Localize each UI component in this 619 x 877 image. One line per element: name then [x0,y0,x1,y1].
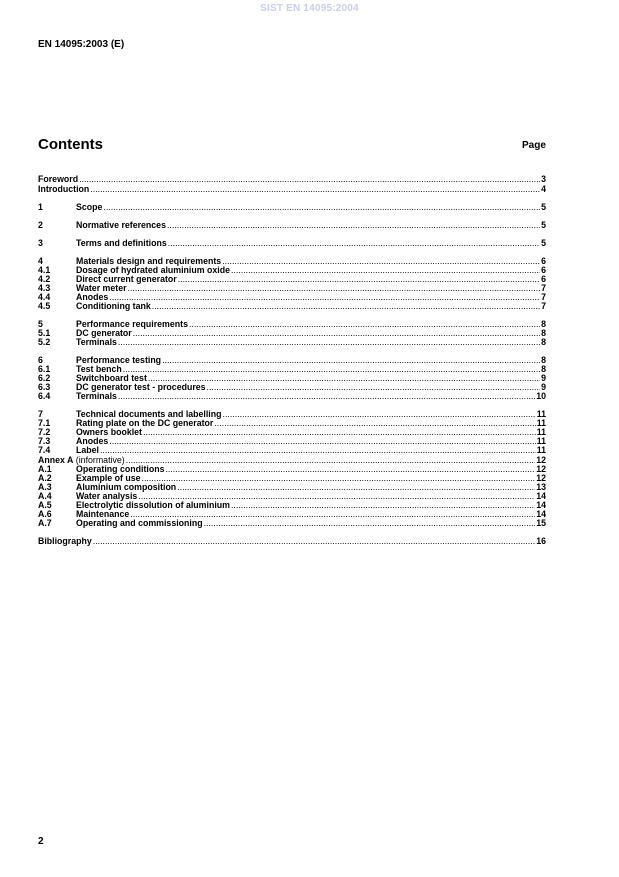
toc-entry-title: Conditioning tank [76,302,151,311]
toc-entry-page: 11 [536,419,546,428]
toc-entry-title-wrap [76,203,102,212]
toc-entry-title-wrap [76,329,132,338]
watermark: SIST EN 14095:2004 [260,3,359,14]
toc-dot-leader [123,365,540,374]
toc-entry-page: 12 [536,456,546,465]
toc-dot-leader [165,465,535,474]
toc-dot-leader [178,275,540,284]
toc-entry-number: 7.1 [38,419,51,428]
toc-entry[interactable] [38,293,546,302]
toc-entry-title-wrap [76,410,222,419]
toc-entry-number: 1 [38,203,43,212]
toc-dot-leader [128,284,541,293]
toc-entry-page: 10 [536,392,546,401]
toc-entry-title-wrap [76,257,221,266]
toc-dot-leader [214,419,535,428]
toc-entry-page: 12 [536,474,546,483]
toc-entry-title-wrap [38,185,89,194]
toc-entry-title: Annex A [38,456,74,465]
toc-entry-page: 14 [536,510,546,519]
toc-entry-title: Anodes [76,437,109,446]
toc-entry-title: Terminals [76,392,117,401]
toc-entry-title-wrap [76,338,117,347]
toc-entry[interactable] [38,365,546,374]
toc-entry-title: Performance testing [76,356,162,365]
toc-entry[interactable] [38,257,546,266]
toc-entry-title: Terms and definitions [76,239,167,248]
toc-dot-leader [103,203,540,212]
toc-entry-title-wrap [76,428,142,437]
toc-entry-title-wrap [76,275,177,284]
toc-dot-leader [109,293,540,302]
toc-dot-leader [130,510,535,519]
toc-entry-title: DC generator [76,329,132,338]
toc-dot-leader [143,428,536,437]
toc-entry-title: Operating conditions [76,465,165,474]
toc-entry-page: 9 [541,383,546,392]
toc-entry-page: 3 [541,175,546,184]
toc-entry-page: 6 [541,257,546,266]
toc-entry-number: 5.2 [38,338,51,347]
toc-entry[interactable] [38,329,546,338]
toc-dot-leader [133,329,540,338]
page-column-label: Page [522,140,546,151]
toc-entry[interactable] [38,185,546,194]
toc-dot-leader [168,239,540,248]
toc-entry-page: 13 [536,483,546,492]
toc-entry-number: 7 [38,410,43,419]
toc-entry-number: 5.1 [38,329,51,338]
toc-entry-page: 8 [541,320,546,329]
toc-entry-number: 7.2 [38,428,51,437]
toc-entry-title-wrap [76,446,99,455]
toc-entry-title: Water meter [76,284,127,293]
toc-entry-title-wrap [76,383,206,392]
document-id: EN 14095:2003 (E) [38,39,125,50]
toc-dot-leader [138,492,535,501]
toc-entry-title: Switchboard test [76,374,147,383]
toc-dot-leader [231,266,540,275]
toc-entry[interactable] [38,275,546,284]
toc-dot-leader [177,483,535,492]
toc-entry-number: 6 [38,356,43,365]
toc-entry-title-wrap [76,293,108,302]
toc-entry-number: 4.1 [38,266,51,275]
toc-entry-number: A.5 [38,501,52,510]
toc-dot-leader [93,537,535,546]
toc-entry-number: A.7 [38,519,52,528]
page-number: 2 [38,836,44,847]
toc-entry-page: 6 [541,275,546,284]
toc-entry-title-wrap [76,320,188,329]
toc-entry-number: 4.5 [38,302,51,311]
toc-entry[interactable] [38,519,546,528]
toc-entry-number: 2 [38,221,43,230]
toc-entry-title-wrap [76,474,141,483]
toc-entry-title-wrap [76,266,230,275]
toc-entry-page: 12 [536,465,546,474]
toc-entry[interactable] [38,284,546,293]
toc-entry-page: 6 [541,266,546,275]
toc-entry-page: 15 [536,519,546,528]
toc-entry-title-wrap [76,302,151,311]
toc-entry[interactable] [38,266,546,275]
toc-entry[interactable] [38,338,546,347]
toc-entry[interactable] [38,203,546,212]
toc-entry[interactable] [38,456,546,465]
toc-dot-leader [167,221,540,230]
toc-dot-leader [79,175,540,184]
toc-entry-title-wrap [76,501,230,510]
toc-entry-number: 6.1 [38,365,51,374]
toc-entry-number: 4 [38,257,43,266]
toc-dot-leader [222,257,540,266]
toc-entry-page: 11 [536,437,546,446]
toc-entry-title: Aluminium composition [76,483,177,492]
toc-entry-title: Performance requirements [76,320,188,329]
toc-entry-title: Maintenance [76,510,130,519]
toc-entry-title-wrap [76,483,176,492]
toc-entry[interactable] [38,446,546,455]
toc-entry-title: Introduction [38,185,90,194]
toc-entry-page: 8 [541,338,546,347]
toc-entry-title: Bibliography [38,537,92,546]
toc-entry-page: 11 [536,410,546,419]
toc-entry-page: 8 [541,356,546,365]
toc-entry-number: 6.2 [38,374,51,383]
toc-entry[interactable] [38,410,546,419]
toc-entry-title-wrap [38,175,78,184]
toc-dot-leader [142,474,536,483]
toc-entry[interactable] [38,320,546,329]
toc-dot-leader [148,374,540,383]
toc-entry-title: Electrolytic dissolution of aluminium [76,501,230,510]
toc-entry-page: 11 [536,446,546,455]
toc-entry-title: Water analysis [76,492,138,501]
toc-entry[interactable] [38,392,546,401]
toc-dot-leader [100,446,536,455]
toc-entry-number: 4.4 [38,293,51,302]
toc-entry-number: A.1 [38,465,52,474]
toc-entry-page: 7 [541,302,546,311]
toc-entry-title-wrap [38,456,125,465]
toc-dot-leader [118,392,535,401]
toc-entry-page: 5 [541,239,546,248]
toc-entry[interactable] [38,483,546,492]
toc-dot-leader [223,410,536,419]
toc-entry-title-wrap [76,392,117,401]
toc-entry-title-wrap [76,221,166,230]
toc-entry-title-wrap [76,284,127,293]
toc-dot-leader [126,456,536,465]
toc-entry-title: Example of use [76,474,141,483]
toc-entry-page: 7 [541,293,546,302]
toc-entry-number: 7.4 [38,446,51,455]
toc-entry[interactable] [38,501,546,510]
toc-entry-number: 4.2 [38,275,51,284]
toc-entry[interactable] [38,474,546,483]
toc-entry-page: 8 [541,329,546,338]
toc-entry-page: 14 [536,501,546,510]
toc-entry-page: 9 [541,374,546,383]
toc-entry-title: Rating plate on the DC generator [76,419,214,428]
toc-entry-number: 6.3 [38,383,51,392]
toc-entry[interactable] [38,239,546,248]
toc-entry-title: Direct current generator [76,275,177,284]
toc-entry[interactable] [38,383,546,392]
toc-entry-number: 3 [38,239,43,248]
toc-entry-page: 5 [541,203,546,212]
toc-entry-number: 6.4 [38,392,51,401]
toc-entry-title: DC generator test - procedures [76,383,206,392]
toc-entry-page: 16 [536,537,546,546]
toc-entry-page: 7 [541,284,546,293]
toc-dot-leader [90,185,540,194]
toc-dot-leader [204,519,536,528]
toc-entry-title: Label [76,446,99,455]
toc-entry-title-wrap [76,356,161,365]
toc-entry[interactable] [38,428,546,437]
toc-entry-title-wrap [76,492,137,501]
toc-entry[interactable] [38,302,546,311]
toc-entry-title: Technical documents and labelling [76,410,222,419]
toc-entry-number: 5 [38,320,43,329]
toc-entry-title-wrap [76,519,203,528]
toc-entry-title: Terminals [76,338,117,347]
toc-entry[interactable] [38,465,546,474]
toc-entry-page: 11 [536,428,546,437]
toc-dot-leader [118,338,540,347]
toc-entry-title: Materials design and requirements [76,257,222,266]
toc-entry-title: Foreword [38,175,79,184]
toc-entry-title: Scope [76,203,103,212]
toc-entry[interactable] [38,221,546,230]
toc-entry-number: A.4 [38,492,52,501]
toc-entry-page: 4 [541,185,546,194]
toc-entry-title-wrap [76,374,147,383]
toc-entry-number: 4.3 [38,284,51,293]
toc-entry[interactable] [38,492,546,501]
toc-entry-page: 14 [536,492,546,501]
toc-dot-leader [189,320,540,329]
toc-entry-title-wrap [76,365,122,374]
toc-dot-leader [207,383,541,392]
toc-entry[interactable] [38,437,546,446]
toc-entry[interactable] [38,374,546,383]
toc-entry-page: 8 [541,365,546,374]
toc-entry-title-suffix: (informative) [73,456,125,465]
toc-entry-title: Normative references [76,221,166,230]
toc-entry-title-wrap [76,465,164,474]
toc-entry-number: A.3 [38,483,52,492]
toc-entry[interactable] [38,356,546,365]
toc-entry-title: Owners booklet [76,428,142,437]
toc-entry-title: Operating and commissioning [76,519,203,528]
table-of-contents [38,175,546,546]
toc-entry-title: Anodes [76,293,109,302]
toc-dot-leader [231,501,535,510]
toc-entry-number: 7.3 [38,437,51,446]
toc-entry-title: Test bench [76,365,122,374]
toc-entry-number: A.2 [38,474,52,483]
toc-entry-title-wrap [76,510,129,519]
toc-entry-title-wrap [76,419,213,428]
toc-entry[interactable] [38,537,546,546]
toc-entry-title-wrap [76,437,108,446]
toc-dot-leader [152,302,540,311]
toc-entry-number: A.6 [38,510,52,519]
toc-entry-title-wrap [38,537,92,546]
toc-dot-leader [109,437,535,446]
toc-entry[interactable] [38,175,546,184]
toc-dot-leader [162,356,540,365]
toc-entry[interactable] [38,510,546,519]
toc-entry-title: Dosage of hydrated aluminium oxide [76,266,230,275]
toc-entry-page: 5 [541,221,546,230]
toc-entry-title-wrap [76,239,167,248]
toc-entry[interactable] [38,419,546,428]
page-title: Contents [38,136,103,153]
